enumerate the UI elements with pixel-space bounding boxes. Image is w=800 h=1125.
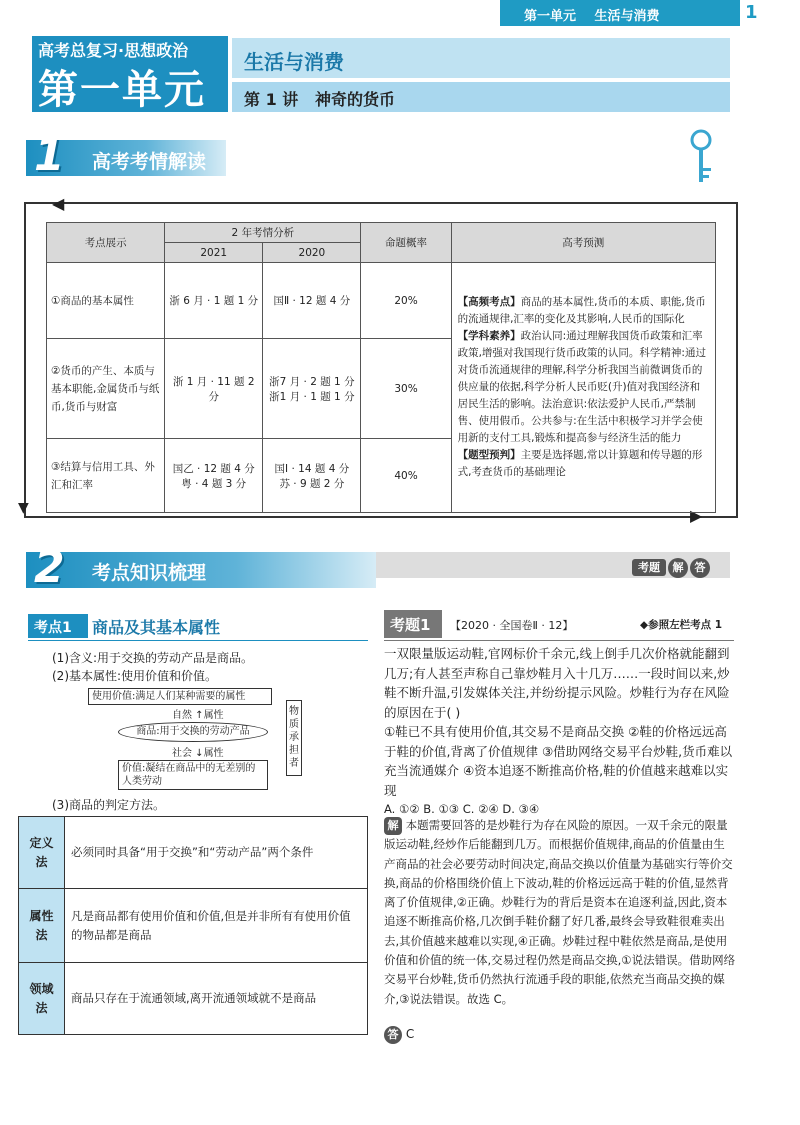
answer-value: C bbox=[405, 1027, 415, 1041]
kp-p3: (3)商品的判定方法。 bbox=[52, 798, 165, 812]
judge-method-table bbox=[18, 816, 368, 1035]
unit-title: 第一单元 bbox=[38, 67, 206, 113]
forecast-cell bbox=[451, 263, 715, 513]
cell-prob: 30% bbox=[361, 339, 451, 439]
commodity-diagram: 使用价值:满足人们某种需要的属性 自然 ↑属性 商品:用于交换的劳动产品 社会 ↓属性 价值:凝结在商品中的无差别的人类劳动 物质承担者 bbox=[88, 686, 308, 802]
diagram-social: 社会 bbox=[172, 748, 192, 759]
table-row bbox=[47, 263, 716, 339]
badge-da: 答 bbox=[690, 558, 710, 578]
header-prob: 命题概率 bbox=[361, 223, 451, 263]
explanation bbox=[384, 816, 736, 1009]
section-1-number: 1 bbox=[34, 130, 65, 181]
forecast-tx-label: 【题型预判】 bbox=[457, 449, 521, 461]
cell-2021: 浙 1 月 · 11 题 2 分 bbox=[165, 339, 263, 439]
kt-source: 【2020 · 全国卷Ⅱ · 12】 bbox=[450, 619, 574, 632]
cell-2020-a: 国Ⅰ · 14 题 4 分 bbox=[274, 462, 350, 475]
header-analysis: 2 年考情分析 bbox=[165, 223, 361, 243]
cell-2020 bbox=[263, 339, 361, 439]
cell-2020-b: 苏 · 9 题 2 分 bbox=[279, 477, 345, 490]
cell-prob: 40% bbox=[361, 439, 451, 513]
header-2020: 2020 bbox=[263, 243, 361, 263]
section-2-number: 2 bbox=[34, 542, 65, 593]
forecast-hf-text: 商品的基本属性,货币的本质、职能,货币的流通规律,汇率的变化及其影响,人民币的国际化 bbox=[457, 296, 706, 325]
jie-icon: 解 bbox=[384, 817, 402, 835]
series-title: 高考总复习·思想政治 bbox=[38, 41, 189, 60]
diagram-center: 商品:用于交换的劳动产品 bbox=[118, 722, 268, 742]
cell-point: ①商品的基本属性 bbox=[47, 263, 165, 339]
table-row bbox=[19, 817, 368, 889]
cell-2020-a: 浙7 月 · 2 题 1 分 bbox=[269, 375, 355, 388]
header-forecast: 高考预测 bbox=[451, 223, 715, 263]
cell-prob: 20% bbox=[361, 263, 451, 339]
cell-2021 bbox=[165, 439, 263, 513]
cell-2021: 浙 6 月 · 1 题 1 分 bbox=[165, 263, 263, 339]
key-icon bbox=[680, 128, 722, 188]
section-1-title: 高考考情解读 bbox=[92, 151, 207, 173]
page-number: 1 bbox=[745, 2, 758, 23]
exam-analysis-table bbox=[46, 222, 716, 513]
header-point: 考点展示 bbox=[47, 223, 165, 263]
explanation-text: 本题需要回答的是炒鞋行为存在风险的原因。一双千余元的限量版运动鞋,经炒作后能翻到几万。而根据价值规律,商品的价值量由生产商品的社会必要劳动时间决定,商品交换以价值量为基础实行等价交换,商品的价格围绕价值上下波动,鞋的价格远远高于鞋的价值,显然背离了价值规律,②正确。炒鞋行为的背后是资本在追逐利益,因此,资本追逐不断推高价格,几次倒手鞋价翻了好几番,最终会导致鞋很难卖出去,其价值越来越难以实现,④正确。炒鞋过程中鞋依然是商品,是使用价值和价值的统一体,交易过程仍然是商品交换,①说法错误。借助网络交易平台炒鞋,货币仍然执行流通手段的职能,依然充当商品交换的媒介,③说法错误。故选 C。 bbox=[384, 818, 736, 1006]
method-text: 必须同时具备“用于交换”和“劳动产品”两个条件 bbox=[65, 817, 368, 889]
cell-2020-b: 浙1 月 · 1 题 1 分 bbox=[269, 390, 355, 403]
unit-topic-bar bbox=[232, 38, 730, 78]
kt-label: 考题1 bbox=[384, 610, 442, 638]
badge-kaoti: 考题 bbox=[632, 559, 666, 576]
lesson-bar bbox=[232, 82, 730, 112]
cell-2021-b: 粤 · 4 题 3 分 bbox=[181, 477, 247, 490]
kt-reference: ◆参照左栏考点 1 bbox=[640, 619, 723, 631]
divider bbox=[384, 640, 734, 641]
diagram-nature: 自然 bbox=[172, 710, 192, 721]
divider bbox=[28, 640, 368, 641]
arrow-right-icon: ▶ bbox=[690, 506, 703, 525]
method-label: 领域法 bbox=[19, 963, 65, 1035]
cell-2021-a: 国乙 · 12 题 4 分 bbox=[172, 462, 255, 475]
forecast-tx-text: 主要是选择题,常以计算题和传导题的形式,考查货币的基础理论 bbox=[457, 449, 703, 478]
cell-point: ②货币的产生、本质与基本职能,金属货币与纸币,货币与财富 bbox=[47, 339, 165, 439]
da-icon: 答 bbox=[384, 1026, 402, 1044]
diagram-attr1: 属性 bbox=[203, 710, 224, 721]
arrow-left-icon: ◀ bbox=[52, 194, 65, 213]
forecast-hf-label: 【高频考点】 bbox=[457, 296, 521, 308]
header-2021: 2021 bbox=[165, 243, 263, 263]
method-label: 属性法 bbox=[19, 889, 65, 963]
forecast-xk-text: 政治认同:通过理解我国货币政策和汇率政策,增强对我国现行货币政策的认同。科学精神:通过对货币流通规律的理解,科学分析我国当前微调货币的供应量的依据,科学分析人民币贬(升)值对我国经济和居民生活的影响。法治意识:依法爱护人民币,严禁制售、使用假币。公共参与:在生活中积极学习并学会使用新的支付工具,锻炼和提高参与经济生活的能力 bbox=[457, 330, 706, 444]
lesson-title: 神奇的货币 bbox=[315, 90, 396, 109]
exam-answer-badge bbox=[632, 556, 710, 578]
diagram-value: 价值:凝结在商品中的无差别的人类劳动 bbox=[118, 760, 268, 790]
running-topic: 生活与消费 bbox=[594, 9, 660, 24]
table-row bbox=[19, 963, 368, 1035]
kp-p2: (2)基本属性:使用价值和价值。 bbox=[52, 669, 218, 683]
kp-title: 商品及其基本属性 bbox=[92, 618, 221, 637]
lesson-number: 第 1 讲 bbox=[244, 90, 299, 109]
unit-topic: 生活与消费 bbox=[244, 50, 344, 74]
kp-p1: (1)含义:用于交换的劳动产品是商品。 bbox=[52, 651, 254, 665]
question-stem: 一双限量版运动鞋,官网标价千余元,线上倒手几次价格就能翻到几万;有人甚至声称自己靠炒鞋月入十几万……一段时间以来,炒鞋不断升温,引发媒体关注,并纷纷提示风险。炒鞋行为存在风险的原因在于( ) bbox=[384, 646, 730, 720]
running-unit: 第一单元 bbox=[524, 9, 577, 24]
method-text: 凡是商品都有使用价值和价值,但是并非所有有使用价值的物品都是商品 bbox=[65, 889, 368, 963]
cell-2020 bbox=[263, 439, 361, 513]
badge-jie: 解 bbox=[668, 558, 688, 578]
question-choices: A. ①② B. ①③ C. ②④ D. ③④ bbox=[384, 802, 540, 816]
arrow-down-icon: ▼ bbox=[18, 500, 29, 516]
question-options: ①鞋已不具有使用价值,其交易不是商品交换 ②鞋的价格远远高于鞋的价值,背离了价值规律 ③借助网络交易平台炒鞋,货币难以充当流通媒介 ④资本追逐不断推高价格,鞋的价值越来越难以实现 bbox=[384, 724, 733, 798]
answer bbox=[384, 1026, 414, 1044]
cell-2020: 国Ⅱ · 12 题 4 分 bbox=[263, 263, 361, 339]
forecast-xk-label: 【学科素养】 bbox=[457, 330, 521, 342]
method-text: 商品只存在于流通领域,离开流通领域就不是商品 bbox=[65, 963, 368, 1035]
diagram-side: 物质承担者 bbox=[286, 700, 302, 776]
question bbox=[384, 644, 736, 820]
diagram-use-value: 使用价值:满足人们某种需要的属性 bbox=[88, 688, 272, 705]
running-header bbox=[500, 0, 740, 26]
kp-label: 考点1 bbox=[28, 614, 88, 638]
cell-point: ③结算与信用工具、外汇和汇率 bbox=[47, 439, 165, 513]
table-row bbox=[19, 889, 368, 963]
section-2-title: 考点知识梳理 bbox=[92, 562, 207, 584]
method-label: 定义法 bbox=[19, 817, 65, 889]
diagram-attr2: 属性 bbox=[203, 748, 224, 759]
